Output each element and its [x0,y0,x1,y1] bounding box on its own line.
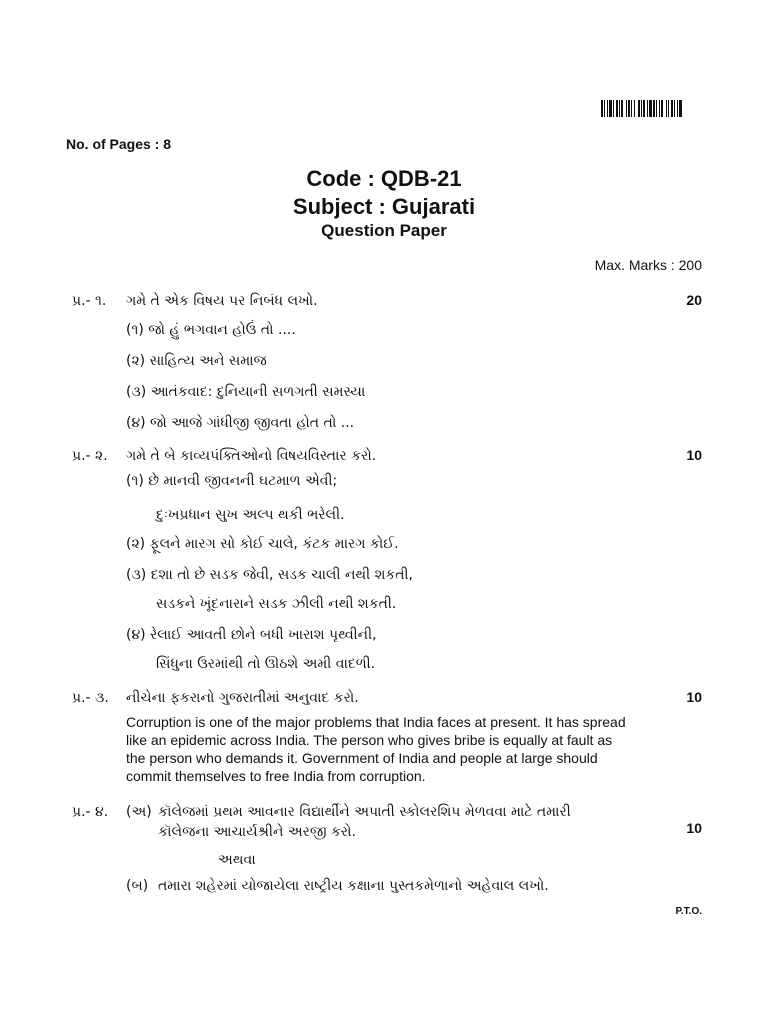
question-3-marks: 10 [686,689,702,705]
question-3-number: પ્ર.- ૩. [72,690,109,706]
question-2-text: ગમે તે બે કાવ્યપંક્તિઓનો વિષયવિસ્તાર કરો. [126,448,377,464]
question-3-passage: Corruption is one of the major problems that India faces at present. It has spread like an epidemic across India. The person who gives bribe is equally at fault as the person who demands it. Government of India and people at large should commit themselves to free India from corruption. [126,714,626,784]
question-1-text: ગમે તે એક વિષય પર નિબંધ લખો. [126,293,318,309]
paper-code: Code : QDB-21 [306,166,462,191]
question-1-option-4: (૪) જો આજે ગાંધીજી જીવતા હોત તો ... [126,415,355,431]
question-1-option-2: (૨) સાહિત્ય અને સમાજ [126,353,267,369]
question-2-line-1: (૧) છે માનવી જીવનની ઘટમાળ એવી; [126,473,338,489]
question-2-line-3: (૨) ફૂલને મારગ સો કોઈ ચાલે, કંટક મારગ કોઈ. [126,536,399,552]
question-2-marks: 10 [686,447,702,463]
question-4-a-line-1: કૉલેજમાં પ્રથમ આવનાર વિદ્યાર્થીને અપાતી સ્કોલરશિપ મેળવવા માટે તમારી [158,804,571,820]
question-4-a-label: (અ) [126,804,152,820]
question-2-line-4: (૩) દશા તો છે સડક જેવી, સડક ચાલી નથી શકતી, [126,567,413,583]
question-4-or: અથવા [218,852,256,868]
question-2-line-5: સડકને ખૂંદનારાને સડક ઝીલી નથી શકતી. [156,596,397,612]
question-2-line-6: (૪) રેલાઈ આવતી છોને બધી ખારાશ પૃથ્વીની, [126,627,377,643]
question-1-marks: 20 [686,292,702,308]
question-1-number: પ્ર.- ૧. [72,293,107,309]
question-4-b-label: (બ) [126,878,149,894]
question-2-number: પ્ર.- ૨. [72,448,108,464]
question-1-option-3: (૩) આતંકવાદ: દુનિયાની સળગતી સમસ્યા [126,384,366,400]
question-4-number: પ્ર.- ૪. [72,804,109,820]
paper-type: Question Paper [321,221,447,240]
barcode [601,100,703,117]
question-1-option-1: (૧) જો હું ભગવાન હોઉં તો .... [126,322,296,338]
question-2-line-2: દુઃખપ્રધાન સુખ અલ્પ થકી ભરેલી. [156,507,345,523]
question-2-line-7: સિંધુના ઉરમાંથી તો ઊઠશે અમી વાદળી. [156,656,376,672]
question-4-marks: 10 [686,820,702,836]
number-of-pages: No. of Pages : 8 [66,136,172,152]
question-4-b-text: તમારા શહેરમાં યોજાયેલા રાષ્ટ્રીય કક્ષાના પુસ્તકમેળાનો અહેવાલ લખો. [158,878,549,894]
please-turn-over: P.T.O. [675,906,702,917]
question-4-a-line-2: કૉલેજના આચાર્યશ્રીને અરજી કરો. [158,824,356,840]
question-3-text: નીચેના ફકરાનો ગુજરાતીમાં અનુવાદ કરો. [126,690,359,706]
paper-subject: Subject : Gujarati [292,194,476,219]
max-marks: Max. Marks : 200 [594,257,702,273]
